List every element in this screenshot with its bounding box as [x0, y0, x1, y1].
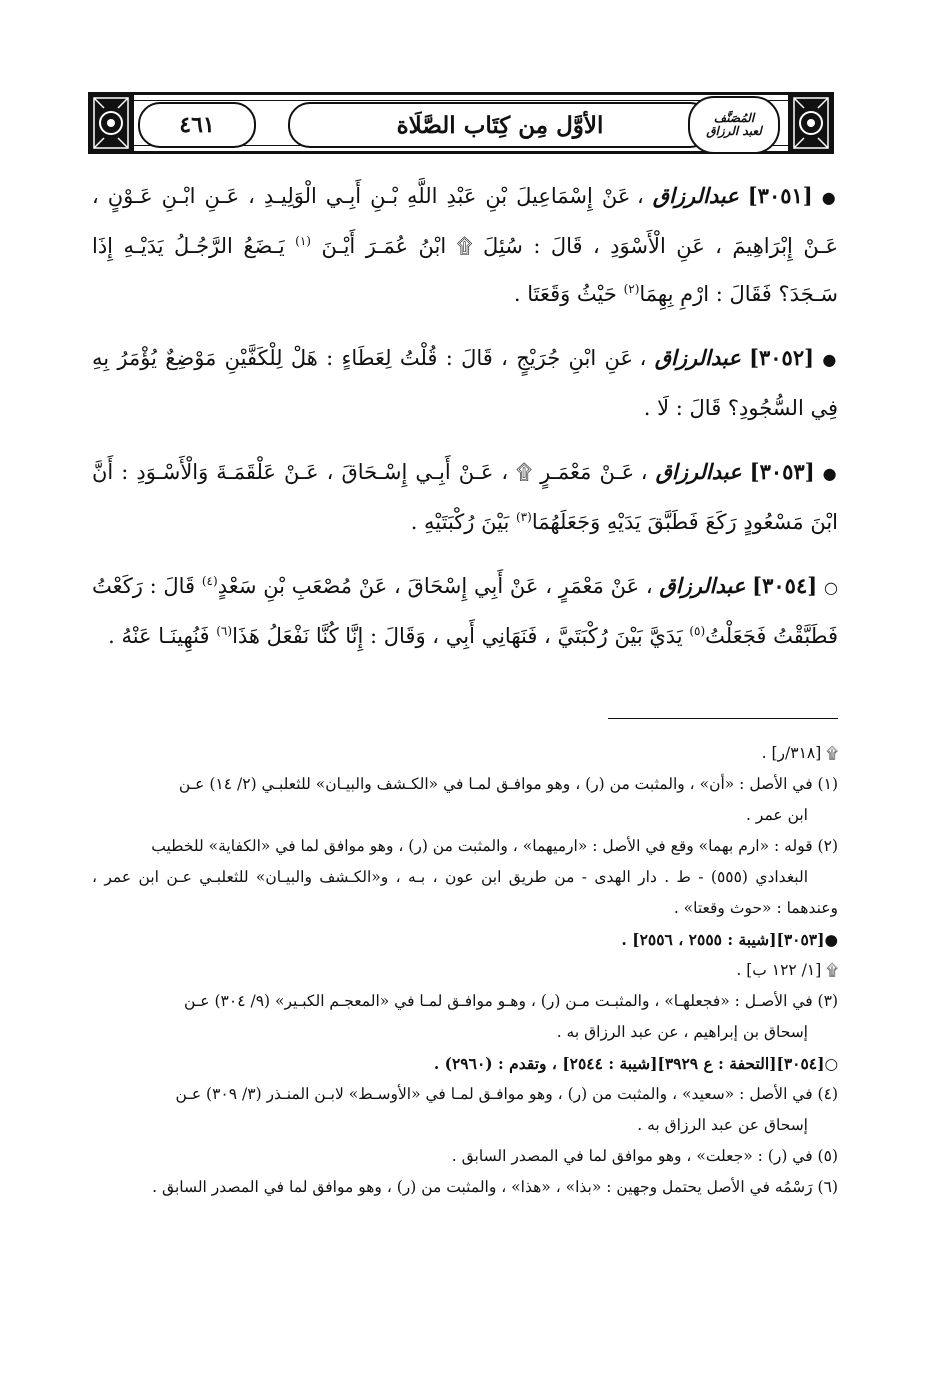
hadith-text: قَالَ : رَكَعْتُ فَطَبَّقْتُ فَجَعَلْتُ	[92, 574, 838, 648]
author-name: عبدالرزاق	[655, 459, 742, 484]
hadith-text: ، عَـنْ مَعْمَـرٍ ۩ ، عَـنْ أَبِـي إِسْـحَاقَ ، عَـنْ عَلْقَمَـةَ وَالْأَسْـوَدِ : أَنَّ ابْنَ مَسْعُودٍ رَكَعَ فَطَبَّقَ يَدَيْهِ وَجَعَلَهُمَا	[92, 460, 838, 534]
footnote	[92, 955, 838, 986]
footnote-ref: (٥)	[689, 624, 706, 638]
footnote-continuation: ابن عمر .	[746, 806, 808, 824]
footnote-ref: (٣)	[515, 510, 532, 524]
footnote	[92, 738, 838, 769]
footnote-continuation: إسحاق عن عبد الرزاق به .	[637, 1116, 808, 1134]
hadith-marker: ●	[822, 350, 838, 369]
hadith-text: ، عَنِ ابْنِ جُرَيْجٍ ، قَالَ : قُلْتُ لِعَطَاءٍ : هَلْ لِلْكَفَّيْنِ مَوْضِعٌ يُؤْمَرُ بِهِ فِي السُّجُودِ؟ قَالَ : لَا .	[92, 346, 838, 420]
hadith-number: [٣٠٥١]	[747, 183, 813, 208]
footnote-text: (٣) في الأصـل : «فجعلهـا» ، والمثبـت مـن (ر) ، وهـو موافـق لمـا في «المعجـم الكبـير» (٩/ ٣٠٤) عـن	[183, 992, 838, 1010]
main-text	[92, 172, 838, 676]
footnote-text: ۩ [٣١٨/ر] .	[761, 744, 838, 762]
hadith-3051	[92, 172, 838, 318]
footnote-text: (٥) في (ر) : «جعلت» ، وهو موافق لما في المصدر السابق .	[451, 1147, 838, 1165]
footnote-continuation: إسحاق بن إبراهيم ، عن عبد الرزاق به .	[556, 1023, 808, 1041]
hadith-3054	[92, 562, 838, 660]
hadith-text: حَيْثُ وَقَعَتَا .	[513, 282, 617, 306]
footnote	[92, 1079, 838, 1141]
source-note	[92, 1048, 838, 1079]
hadith-3053	[92, 448, 838, 546]
author-name: عبدالرزاق	[659, 573, 746, 598]
hadith-marker: ●	[822, 464, 838, 483]
hadith-text: بَيْنَ رُكْبَتَيْهِ .	[410, 510, 510, 534]
left-ornament-icon	[88, 92, 134, 154]
hadith-text: يَـضَعُ الرَّجُـلُ يَدَيْـهِ إِذَا سَـجَدَ؟ فَقَالَ : ارْمِ بِهِمَا	[92, 234, 838, 306]
footnote-ref: (٢)	[623, 282, 640, 296]
footnote-text: ●[٣٠٥٣][شيبة : ٢٥٥٥ ، ٢٥٥٦] .	[621, 930, 838, 949]
author-name: عبدالرزاق	[652, 183, 739, 208]
footnote	[92, 769, 838, 831]
footnote-ref: (١)	[295, 234, 311, 248]
hadith-marker: ●	[821, 188, 838, 207]
logo-line-2: لعبد الرزاق	[706, 124, 762, 138]
hadith-text: يَدَيَّ بَيْنَ رُكْبَتَيَّ ، فَنَهَانِي أَبِي ، وَقَالَ : إِنَّا كُنَّا نَفْعَلُ هَذَا	[232, 624, 683, 648]
page-number: ٤٦١	[138, 102, 256, 148]
hadith-number: [٣٠٥٣]	[749, 459, 815, 484]
footnote-text: (١) في الأصل : «أن» ، والمثبت من (ر) ، وهو موافـق لمـا في «الكـشف والبيـان» للثعلبـي (٢/ ١٤) عـن	[178, 775, 838, 793]
footnote	[92, 1172, 838, 1203]
logo-line-1: المُصَنَّف	[713, 111, 755, 126]
hadith-text: ، عَنْ إِسْمَاعِيلَ بْنِ عَبْدِ اللَّهِ بْـنِ أَبِـي الْوَلِيـدِ ، عَـنِ ابْـنِ عَـوْنٍ ، عَـنْ إِبْرَاهِيمَ ، عَنِ الْأَسْوَدِ ، قَالَ : سُئِلَ ۩ ابْنُ عُمَـرَ أَيْـنَ	[92, 184, 838, 258]
hadith-3052	[92, 334, 838, 432]
page-header	[88, 92, 834, 154]
hadith-text: فَنُهِينَـا عَنْهُ .	[108, 624, 210, 648]
footnote-text: (٦) رَسْمُه في الأصل يحتمل وجهين : «بذا» ، «هذا» ، والمثبت من (ر) ، وهو موافق لما في المصدر السابق .	[152, 1178, 838, 1196]
book-logo	[688, 96, 780, 154]
right-ornament-icon	[788, 92, 834, 154]
footnote-text: ○[٣٠٥٤][التحفة : ع ٣٩٢٩][شيبة : ٢٥٤٤] ، وتقدم : (٢٩٦٠) .	[433, 1054, 838, 1073]
footnote	[92, 986, 838, 1048]
hadith-marker: ○	[823, 578, 838, 597]
footnote	[92, 831, 838, 924]
running-title	[288, 102, 712, 148]
footnote-text: (٤) في الأصل : «سعيد» ، والمثبت من (ر) ، وهو موافـق لمـا في «الأوسـط» لابـن المنـذر (٣/ ٣٠٩) عـن	[175, 1085, 838, 1103]
footnote	[92, 1141, 838, 1172]
hadith-text: ، عَنْ مَعْمَرٍ ، عَنْ أَبِي إِسْحَاقَ ، عَنْ مُصْعَبِ بْنِ سَعْدٍ	[217, 574, 653, 598]
source-note	[92, 924, 838, 955]
footnote-text: (٢) قوله : «ارم بهما» وقع في الأصل : «ارميهما» ، والمثبت من (ر) ، وهو موافق لما في «الكفاية» للخطيب	[151, 837, 838, 855]
hadith-number: [٣٠٥٢]	[749, 345, 815, 370]
author-name: عبدالرزاق	[654, 345, 741, 370]
footnote-ref: (٤)	[201, 574, 218, 588]
running-title-text: الأوَّل مِن كِتَاب الصَّلَاة	[396, 111, 604, 139]
hadith-number: [٣٠٥٤]	[752, 573, 818, 598]
footnote-text: ۩ [١/ ١٢٢ ب] .	[736, 961, 838, 979]
footnote-continuation: البغدادي (٥٥٥) - ط . دار الهدى - من طريق ابن عون ، بـه ، و«الكـشف والبيـان» للثعلبـي عـن ابن عمر ، وعندهما : «حوث وقعتا» .	[92, 868, 838, 917]
footnote-separator	[608, 718, 838, 719]
footnotes	[92, 738, 838, 1203]
footnote-ref: (٦)	[216, 624, 233, 638]
